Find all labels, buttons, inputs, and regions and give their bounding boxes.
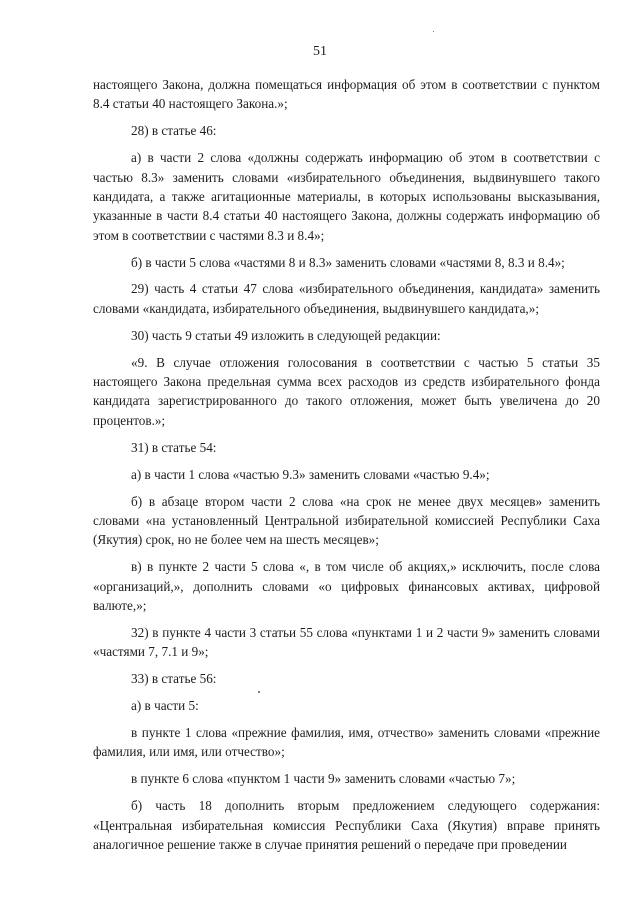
- paragraph-item-33a: а) в части 5:: [131, 698, 199, 713]
- paragraph-item-33b: б) часть 18 дополнить вторым предложением следующего содержания: «Центральная избирательная комиссия Республики Саха (Якутия) вправе принять аналогичное решение также в случае принятия решений о передаче при проведении: [93, 798, 600, 852]
- page-number: 51: [313, 44, 327, 59]
- paragraph-item-28: 28) в статье 46:: [131, 123, 217, 139]
- paragraph-item-30: 30) часть 9 статьи 49 изложить в следующей редакции:: [131, 327, 441, 343]
- paragraph-item-33a-1: в пункте 1 слова «прежние фамилия, имя, отчество» заменить словами «прежние фамилия, или имя, или отчество»;: [93, 724, 600, 760]
- paragraph-item-31b: б) в абзаце втором части 2 слова «на срок не менее двух месяцев» заменить словами «на установленный Центральной избирательной комиссией Республики Саха (Якутия) срок, но не более чем на шесть месяцев»;: [93, 493, 600, 548]
- paragraph-item-33a-6: в пункте 6 слова «пунктом 1 части 9» заменить словами «частью 7»;: [131, 771, 516, 787]
- document-body: [93, 75, 600, 854]
- paragraph-item-33: 33) в статье 56:: [131, 671, 217, 687]
- paragraph-item-28a: а) в части 2 слова «должны содержать информацию об этом в соответствии с частью 8.3» заменить словами «избирательного объединения, выдвинувшего такого кандидата, а также агитационные материалы, в которых использованы высказывания, указанные в части 8.4 статьи 40 настоящего Закона, должны содержать информацию об этом в соответствии с частями 8.3 и 8.4»;: [93, 150, 600, 243]
- paragraph-item-29: 29) часть 4 статьи 47 слова «избирательного объединения, кандидата» заменить словами «кандидата, избирательного объединения, выдвинувшего кандидата,»;: [93, 281, 600, 316]
- paragraph-continuation: настоящего Закона, должна помещаться информация об этом в соответствии с пунктом 8.4 статьи 40 настоящего Закона.»;: [93, 77, 600, 112]
- scan-speck: [433, 31, 434, 32]
- paragraph-item-32: 32) в пункте 4 части 3 статьи 55 слова «пунктами 1 и 2 части 9» заменить словами «частями 7, 7.1 и 9»;: [93, 624, 600, 660]
- paragraph-item-31: 31) в статье 54:: [131, 439, 217, 455]
- paragraph-item-31a: а) в части 1 слова «частью 9.3» заменить словами «частью 9.4»;: [131, 466, 490, 482]
- scan-speck: [258, 691, 260, 693]
- paragraph-item-31c: в) в пункте 2 части 5 слова «, в том числе об акциях,» исключить, после слова «организаций,», дополнить словами «о цифровых финансовых активах, цифровой валюте,»;: [93, 559, 600, 613]
- paragraph-item-30-text: «9. В случае отложения голосования в соответствии с частью 5 статьи 35 настоящего Закона предельная сумма всех расходов из средств избирательного фонда кандидата зарегистрированного до такого отложения, может быть увеличена до 20 процентов.»;: [93, 354, 600, 428]
- paragraph-item-28b: б) в части 5 слова «частями 8 и 8.3» заменить словами «частями 8, 8.3 и 8.4»;: [131, 254, 565, 270]
